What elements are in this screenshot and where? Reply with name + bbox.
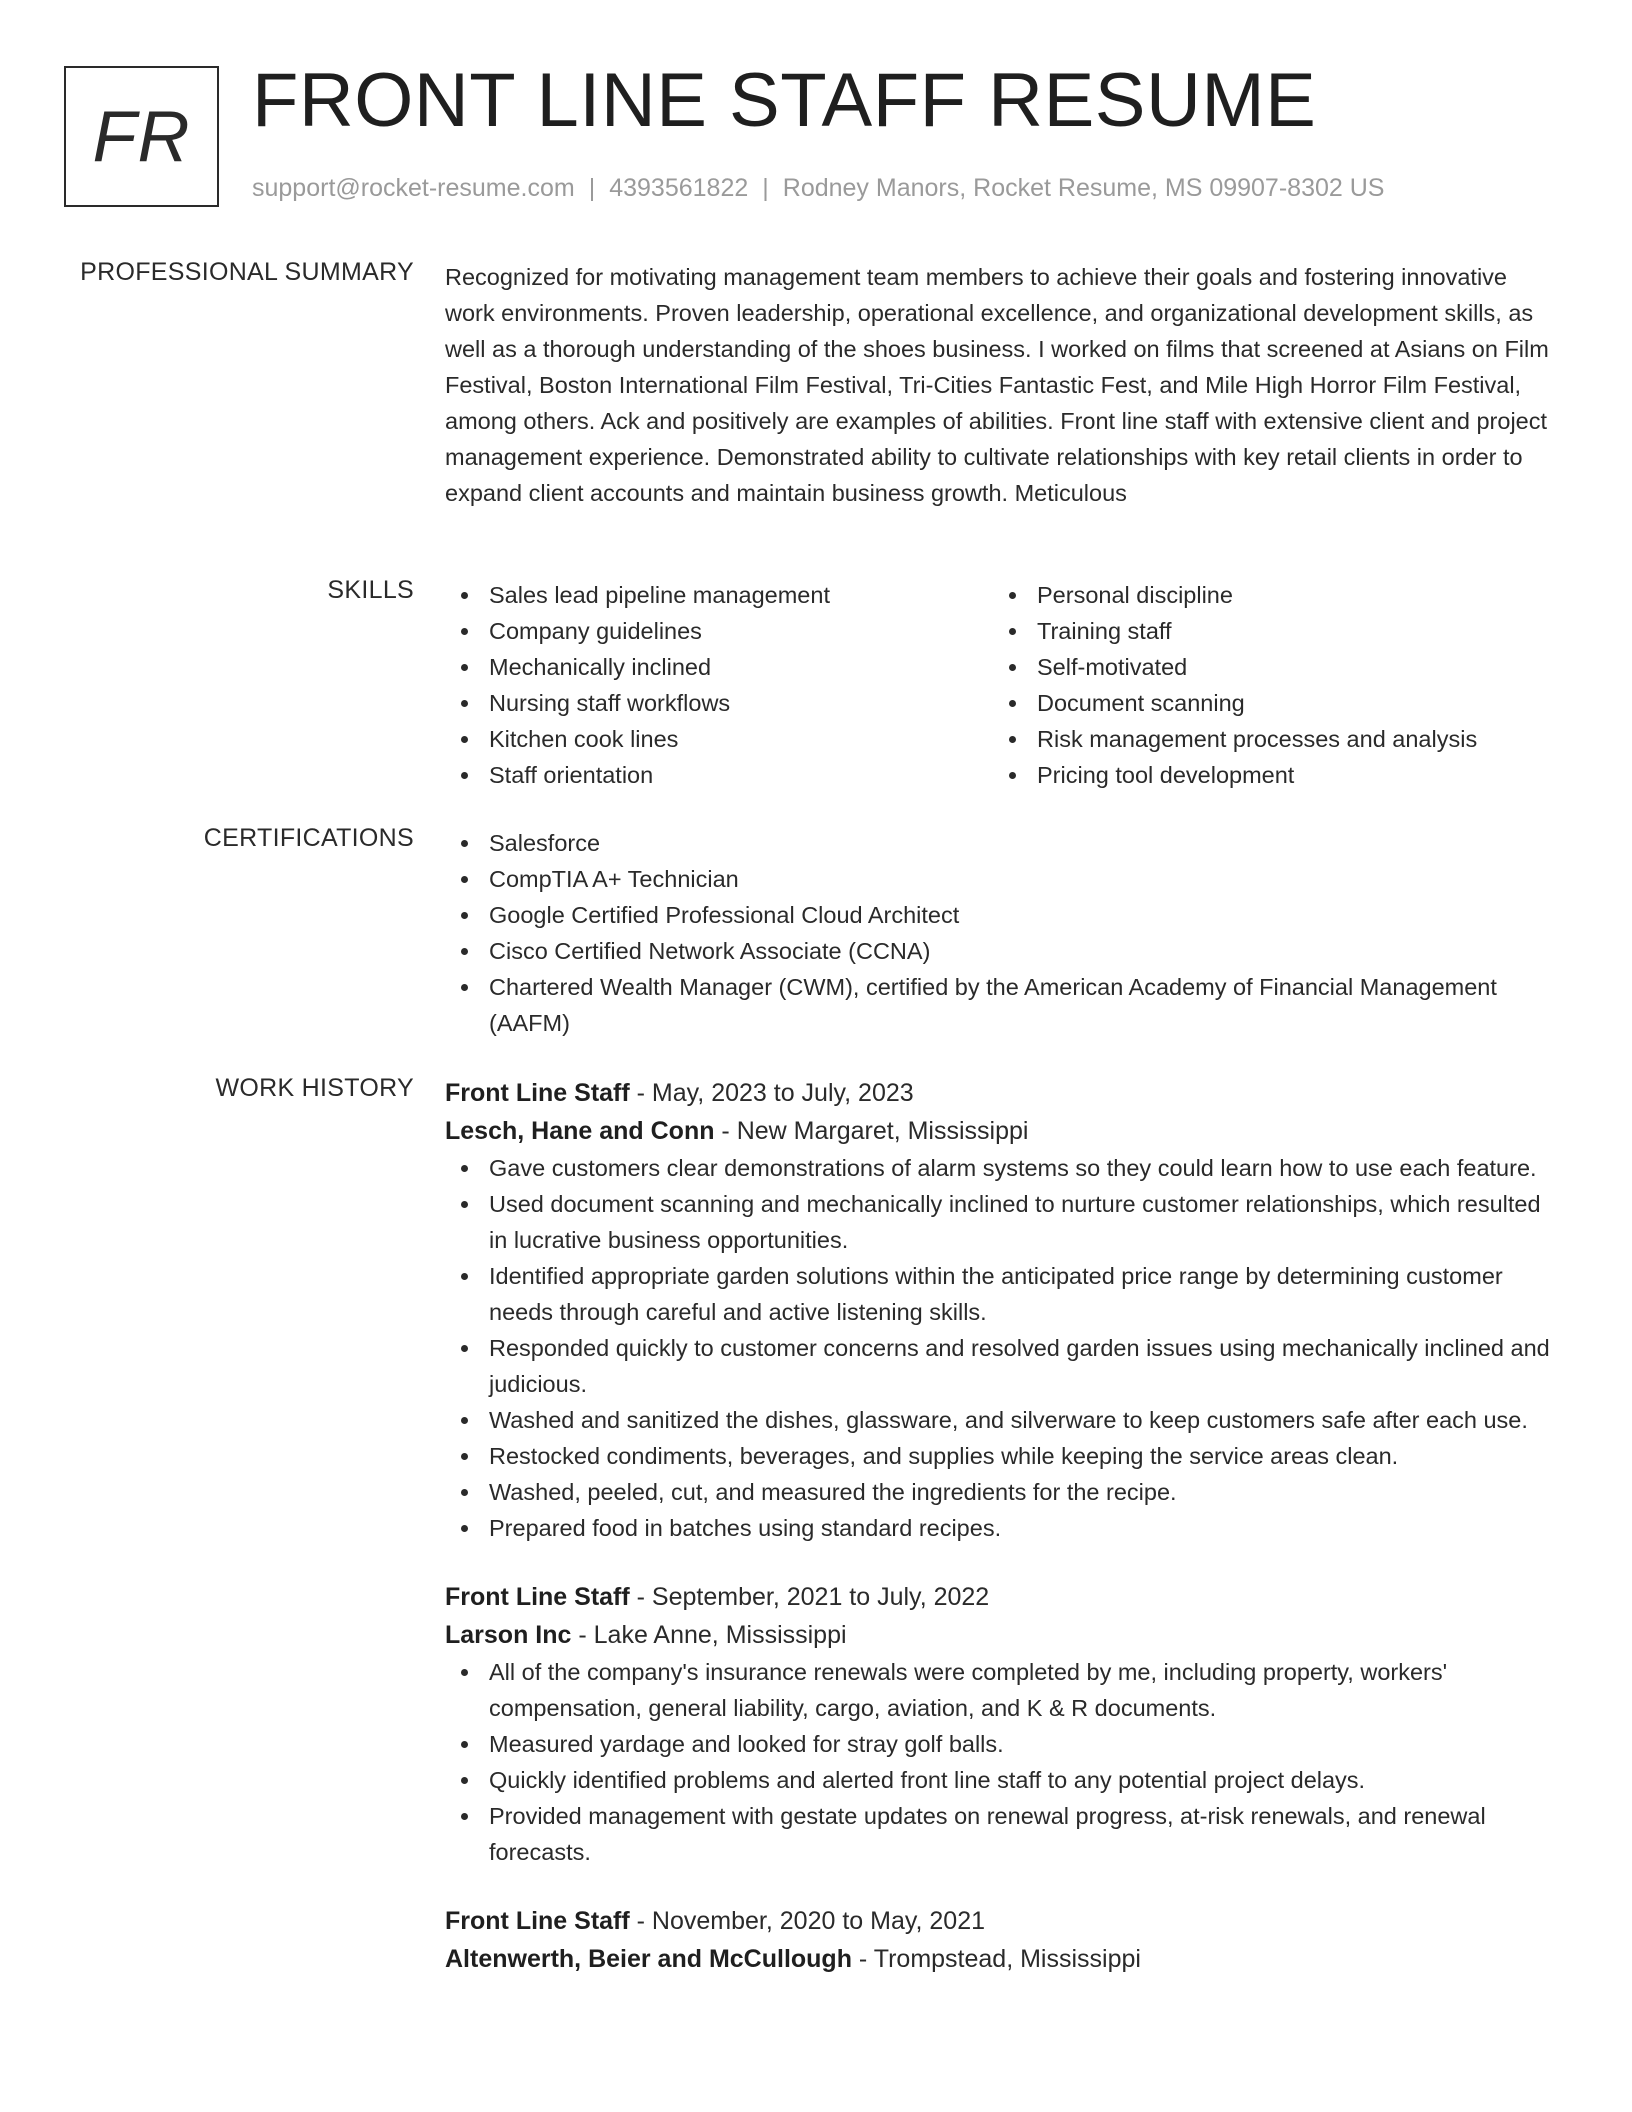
job-title: Front Line Staff	[445, 1079, 630, 1107]
job-bullet-list	[445, 1150, 1563, 1546]
contact-separator: |	[762, 174, 769, 202]
job-bullet: Washed and sanitized the dishes, glassware, and silverware to keep customers safe after each use.	[445, 1402, 1563, 1438]
job-dates: - September, 2021 to July, 2022	[629, 1583, 990, 1611]
job-title-line	[445, 1578, 1563, 1616]
monogram-initials: FR	[92, 96, 191, 177]
skill-item: Self-motivated	[993, 649, 1541, 685]
job-company-line	[445, 1616, 1563, 1654]
job-entry	[445, 1902, 1563, 1978]
job-bullet-list	[445, 1654, 1563, 1870]
monogram-logo	[64, 66, 219, 207]
job-bullet: Used document scanning and mechanically inclined to nurture customer relationships, which resulted in lucrative business opportunities.	[445, 1186, 1563, 1258]
job-dates: - May, 2023 to July, 2023	[629, 1079, 914, 1107]
job-bullet: Responded quickly to customer concerns and resolved garden issues using mechanically inclined and judicious.	[445, 1330, 1563, 1402]
certification-item: CompTIA A+ Technician	[445, 861, 1563, 897]
job-title-line	[445, 1074, 1563, 1112]
job-bullet: Provided management with gestate updates on renewal progress, at-risk renewals, and renewal forecasts.	[445, 1798, 1563, 1870]
contact-email: support@rocket-resume.com	[252, 174, 575, 202]
job-title: Front Line Staff	[445, 1907, 630, 1935]
contact-separator: |	[588, 174, 596, 202]
certifications-heading: CERTIFICATIONS	[203, 824, 414, 852]
summary-heading: PROFESSIONAL SUMMARY	[80, 258, 414, 286]
job-entry	[445, 1578, 1563, 1870]
work-history-heading: WORK HISTORY	[215, 1074, 414, 1102]
job-bullet: Identified appropriate garden solutions within the anticipated price range by determining customer needs through careful and active listening skills.	[445, 1258, 1563, 1330]
certification-item: Cisco Certified Network Associate (CCNA)	[445, 933, 1563, 969]
job-company: Altenwerth, Beier and McCullough	[445, 1945, 852, 1973]
contact-phone: 4393561822	[609, 174, 749, 202]
skill-item: Risk management processes and analysis	[993, 721, 1541, 757]
job-company: Larson Inc	[445, 1621, 572, 1649]
skills-column-left	[445, 577, 993, 793]
summary-text: Recognized for motivating management team members to achieve their goals and fostering innovative work environments. Proven leadership, operational excellence, and organizational development skills, as well as a thorough understanding of the shoes business. I worked on films that screened at Asians on Film Festival, Boston International Film Festival, Tri-Cities Fantastic Fest, and Mile High Horror Film Festival, among others. Ack and positively are examples of abilities. Front line staff with extensive client and project management experience. Demonstrated ability to cultivate relationships with key retail clients in order to expand client accounts and maintain business growth. Meticulous	[445, 264, 1549, 506]
job-bullet: Prepared food in batches using standard recipes.	[445, 1510, 1563, 1546]
job-entry	[445, 1074, 1563, 1546]
job-company-line	[445, 1940, 1563, 1978]
skill-item: Kitchen cook lines	[445, 721, 993, 757]
work-history-body	[445, 1074, 1563, 2010]
job-bullet: Gave customers clear demonstrations of alarm systems so they could learn how to use each feature.	[445, 1150, 1563, 1186]
skills-column-right	[993, 577, 1541, 793]
skill-item: Company guidelines	[445, 613, 993, 649]
page-title: FRONT LINE STAFF RESUME	[252, 58, 1317, 143]
job-company: Lesch, Hane and Conn	[445, 1117, 715, 1145]
certification-item: Salesforce	[445, 825, 1563, 861]
job-location: - Lake Anne, Mississippi	[571, 1621, 847, 1649]
job-company-line	[445, 1112, 1563, 1150]
job-bullet: All of the company's insurance renewals were completed by me, including property, workers' compensation, general liability, cargo, aviation, and K & R documents.	[445, 1654, 1563, 1726]
job-dates: - November, 2020 to May, 2021	[629, 1907, 986, 1935]
job-bullet: Quickly identified problems and alerted front line staff to any potential project delays.	[445, 1762, 1563, 1798]
contact-line	[252, 174, 1384, 203]
skill-item: Document scanning	[993, 685, 1541, 721]
contact-address: Rodney Manors, Rocket Resume, MS 09907-8302 US	[782, 174, 1385, 202]
skills-heading: SKILLS	[327, 576, 414, 604]
skill-item: Pricing tool development	[993, 757, 1541, 793]
job-title: Front Line Staff	[445, 1583, 630, 1611]
job-bullet: Restocked condiments, beverages, and supplies while keeping the service areas clean.	[445, 1438, 1563, 1474]
certification-item: Chartered Wealth Manager (CWM), certified by the American Academy of Financial Management (AAFM)	[445, 969, 1563, 1041]
job-location: - New Margaret, Mississippi	[714, 1117, 1029, 1145]
skills-body	[445, 577, 1563, 793]
job-bullet: Washed, peeled, cut, and measured the ingredients for the recipe.	[445, 1474, 1563, 1510]
job-title-line	[445, 1902, 1563, 1940]
skill-item: Training staff	[993, 613, 1541, 649]
certification-item: Google Certified Professional Cloud Architect	[445, 897, 1563, 933]
skill-item: Staff orientation	[445, 757, 993, 793]
job-location: - Trompstead, Mississippi	[851, 1945, 1141, 1973]
certifications-body	[445, 825, 1563, 1041]
summary-body	[445, 259, 1563, 511]
skill-item: Mechanically inclined	[445, 649, 993, 685]
skill-item: Personal discipline	[993, 577, 1541, 613]
skill-item: Sales lead pipeline management	[445, 577, 993, 613]
skill-item: Nursing staff workflows	[445, 685, 993, 721]
job-bullet: Measured yardage and looked for stray golf balls.	[445, 1726, 1563, 1762]
